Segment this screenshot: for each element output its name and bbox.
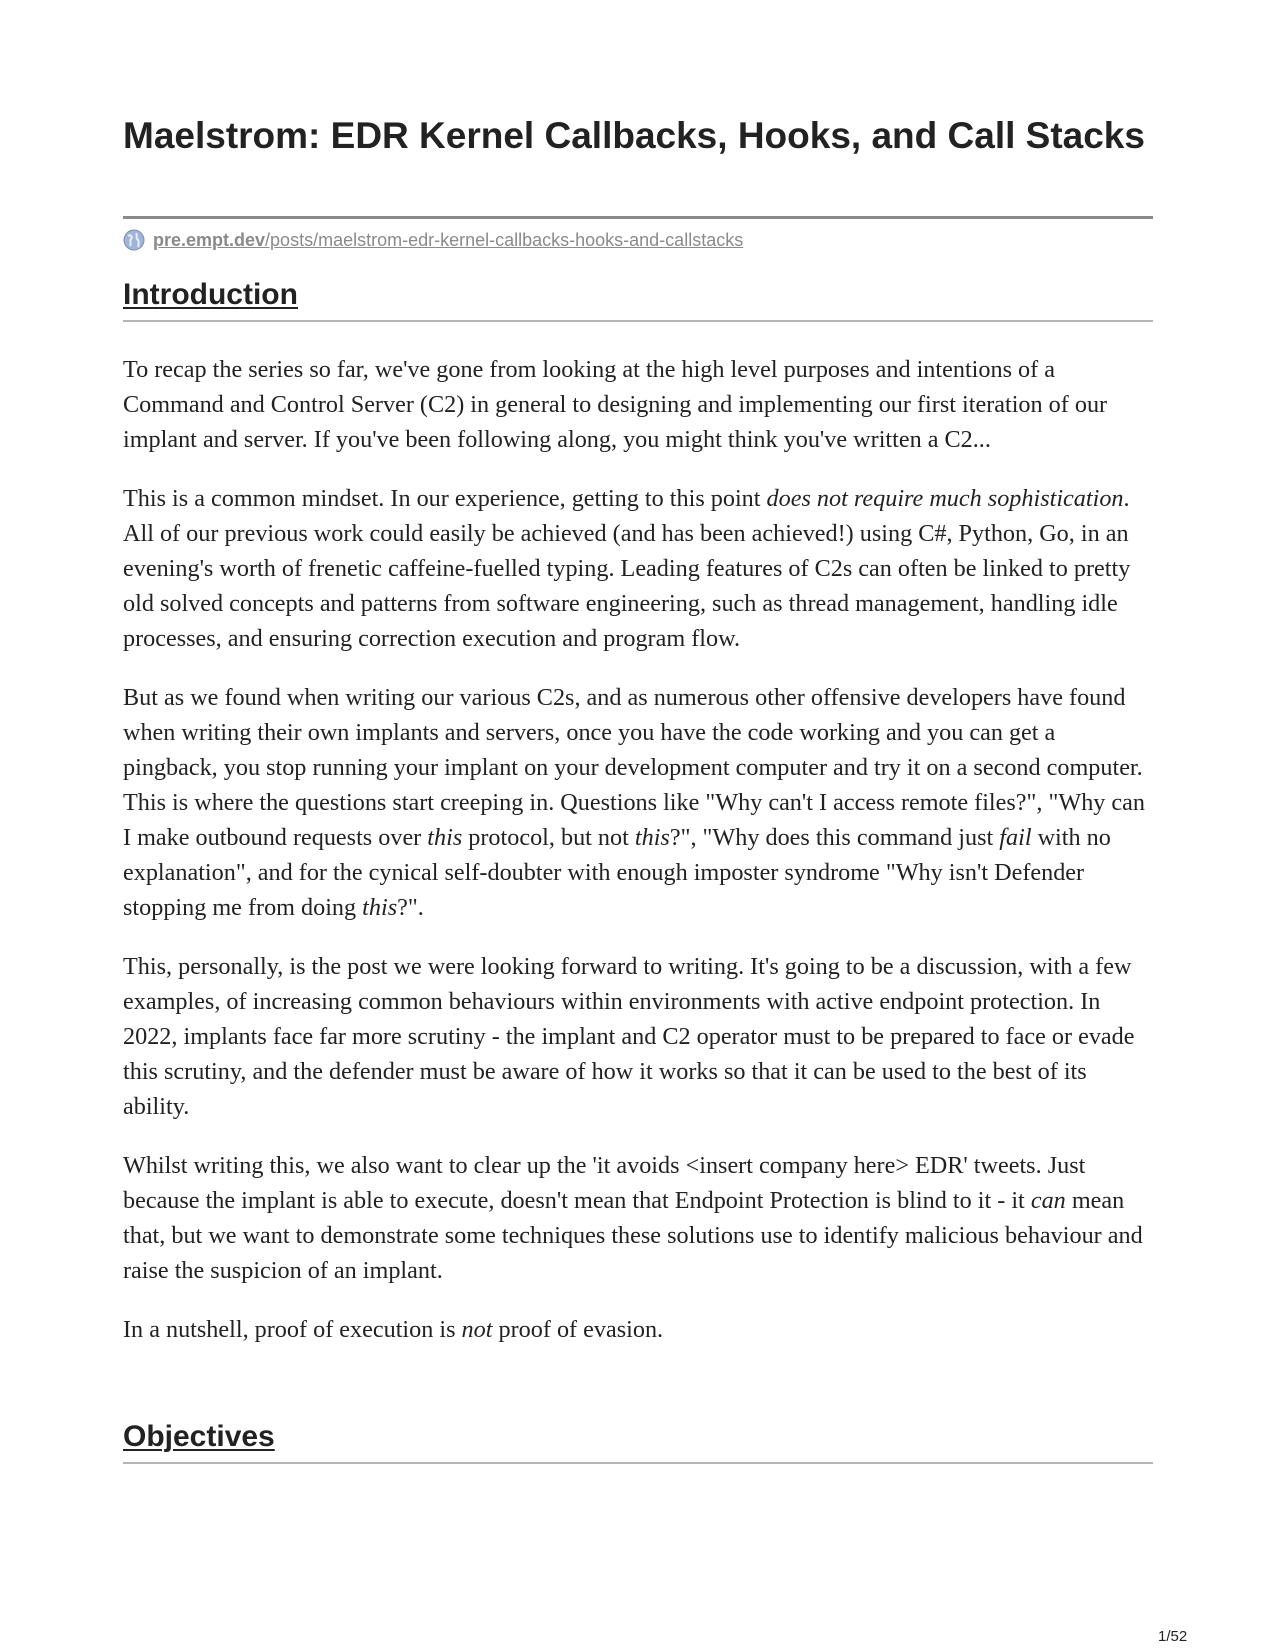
title-divider [123,216,1153,219]
text-run: Whilst writing this, we also want to clear up the 'it avoids <insert company here> EDR' tweets. Just because the implant is able to execute, doesn't mean that Endpoint Protection is blind to it - it [123,1152,1086,1214]
paragraph [123,680,1153,925]
text-run: . All of our previous work could easily be achieved (and has been achieved!) using C#, Python, Go, in an evening's worth of frenetic caffeine-fuelled typing. Leading features of C2s can often be linked to pretty old solved concepts and patterns from software engineering, such as thread management, handling idle processes, and ensuring correction execution and program flow. [123,485,1131,652]
emphasis-text: fail [999,824,1032,851]
paragraph [123,949,1153,1124]
section-divider-introduction [123,320,1153,322]
emphasis-text: this [634,824,670,851]
text-run: In a nutshell, proof of execution is [123,1316,462,1343]
text-run: ?". [397,894,424,921]
text-run: This is a common mindset. In our experience, getting to this point [123,485,767,512]
source-path: /posts/maelstrom-edr-kernel-callbacks-hooks-and-callstacks [265,229,744,250]
text-run: But as we found when writing our various C2s, and as numerous other offensive developers have found when writing their own implants and servers, once you have the code working and you can get a pingback, you stop running your implant on your development computer and try it on a second computer. This is where the questions start creeping in. Questions like "Why can't I access remote files?", "Why can I make outbound requests over [123,684,1145,851]
paragraph [123,352,1153,457]
globe-icon [123,229,145,251]
text-run: ?", "Why does this command just [669,824,1000,851]
paragraph [123,1148,1153,1288]
emphasis-text: can [1030,1187,1066,1214]
source-domain: pre.empt.dev [153,229,266,250]
section-heading-introduction: Introduction [123,278,298,311]
text-run: This, personally, is the post we were looking forward to writing. It's going to be a discussion, with a few examples, of increasing common behaviours within environments with active endpoint protection. In 2022, implants face far more scrutiny - the implant and C2 operator must to be prepared to face or evade this scrutiny, and the defender must be aware of how it works so that it can be used to the best of its ability. [123,953,1135,1120]
emphasis-text: this [362,894,398,921]
section-heading-objectives: Objectives [123,1420,275,1453]
page-title: Maelstrom: EDR Kernel Callbacks, Hooks, and Call Stacks [123,115,1145,156]
text-run: proof of evasion. [492,1316,664,1343]
emphasis-text: does not require much sophistication [766,485,1124,512]
emphasis-text: this [427,824,463,851]
paragraph [123,1312,1153,1347]
text-run: To recap the series so far, we've gone from looking at the high level purposes and intentions of a Command and Control Server (C2) in general to designing and implementing our first iteration of our implant and server. If you've been following along, you might think you've written a C2... [123,356,1108,453]
section-divider-objectives [123,1462,1153,1464]
introduction-body [123,352,1153,1371]
text-run: with no explanation", and for the cynical self-doubter with enough imposter syndrome "Why isn't Defender stopping me from doing [123,824,1111,921]
text-run: protocol, but not [462,824,635,851]
source-link-row [123,227,743,253]
source-url-link[interactable] [153,230,743,251]
page-number: 1/52 [1158,1628,1188,1645]
paragraph [123,481,1153,656]
emphasis-text: not [461,1316,493,1343]
text-run: mean that, but we want to demonstrate some techniques these solutions use to identify malicious behaviour and raise the suspicion of an implant. [123,1187,1143,1284]
